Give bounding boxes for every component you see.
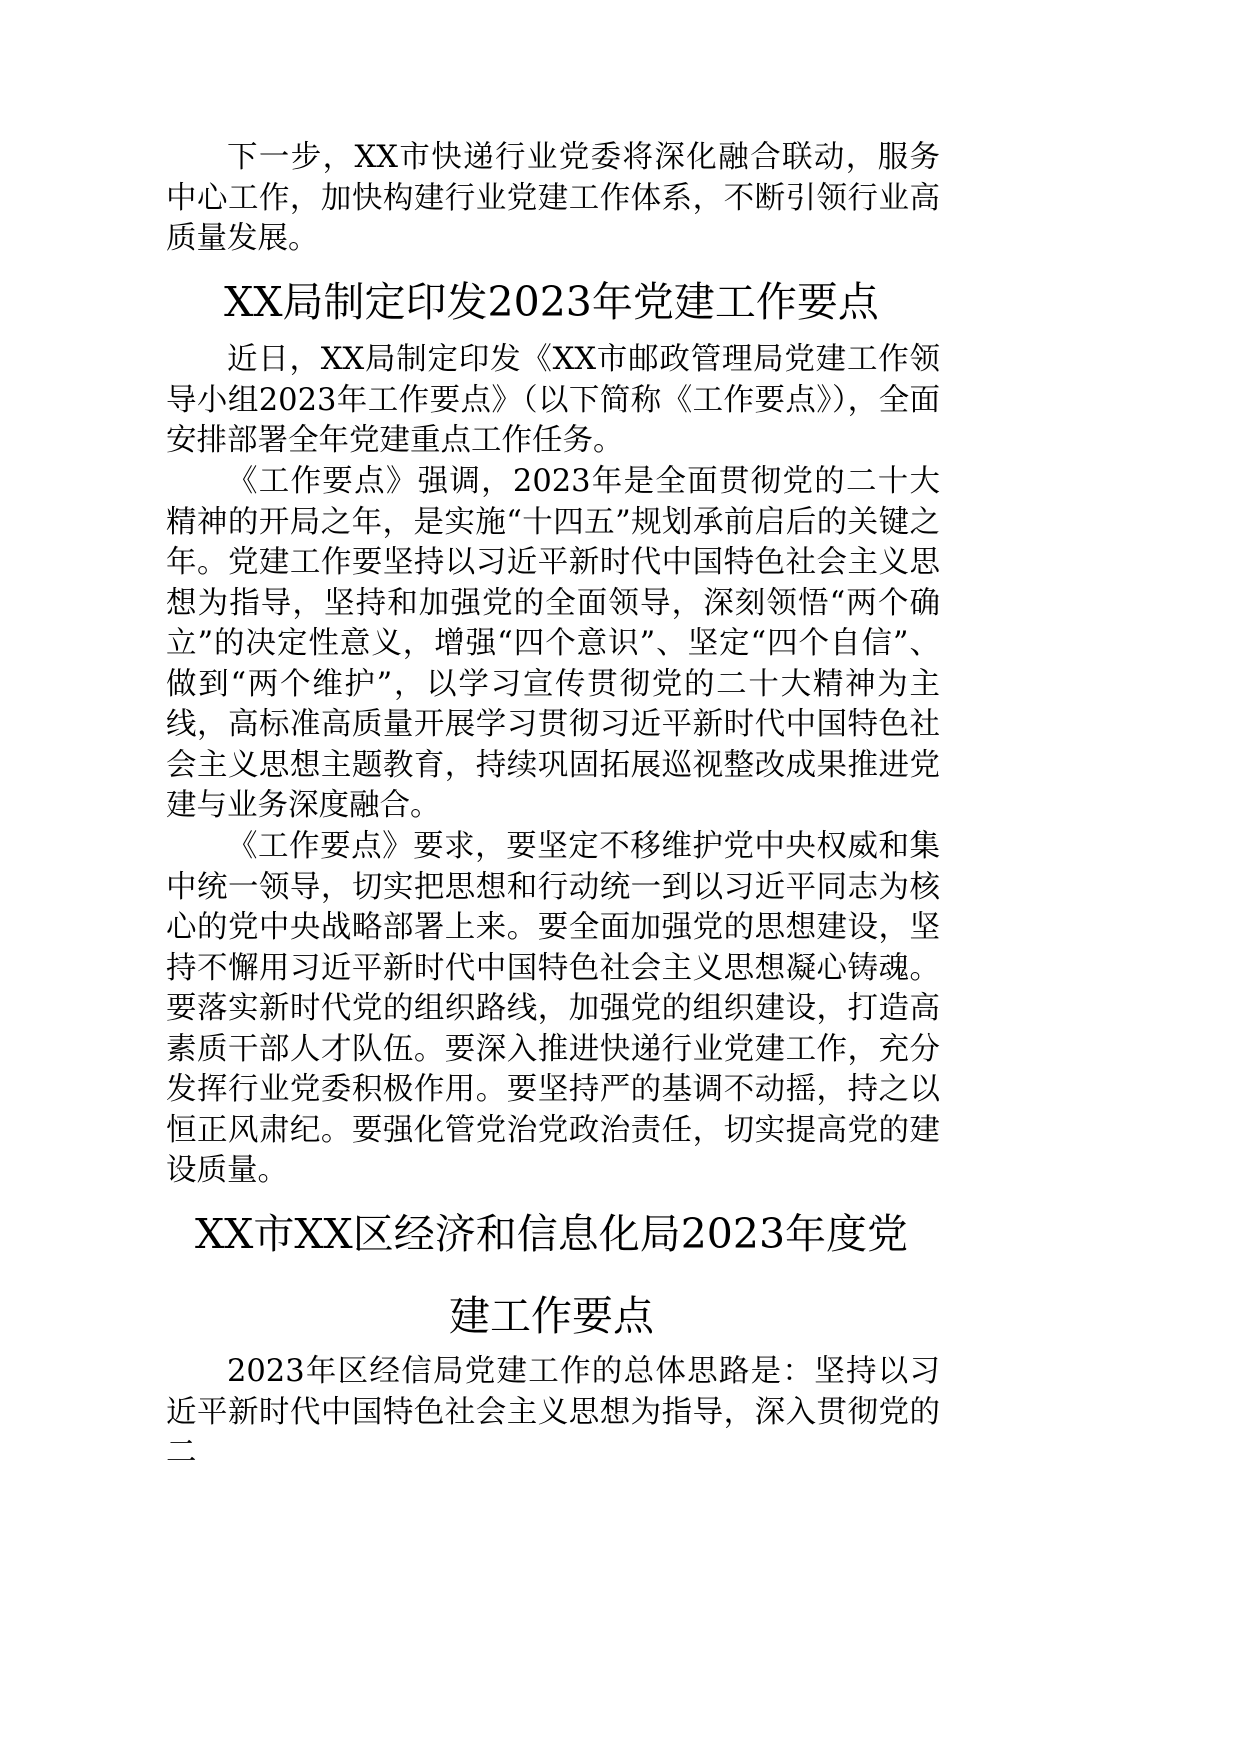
paragraph-key-points-emphasis: 《工作要点》强调，2023年是全面贯彻党的二十大精神的开局之年，是实施“十四五”规划承前启后的关键之年。党建工作要坚持以习近平新时代中国特色社会主义思想为指导，坚持和加强党的全面领导，深刻领悟“两个确立”的决定性意义，增强“四个意识”、坚定“四个自信”、做到“两个维护”，以学习宣传贯彻党的二十大精神为主线，高标准高质量开展学习贯彻习近平新时代中国特色社会主义思想主题教育，持续巩固拓展巡视整改成果推进党建与业务深度融合。 [166, 464, 940, 823]
section-heading-district-bureau-line2: 建工作要点 [449, 1292, 654, 1340]
section-heading-district-bureau-line1: XX市XX区经济和信息化局2023年度党 [194, 1210, 909, 1258]
paragraph-issuance-notice: 近日，XX局制定印发《XX市邮政管理局党建工作领导小组2023年工作要点》（以下简称《工作要点》），全面安排部署全年党建重点工作任务。 [166, 342, 940, 458]
section-heading-bureau-party-building: XX局制定印发2023年党建工作要点 [224, 278, 879, 326]
paragraph-next-steps: 下一步，XX市快递行业党委将深化融合联动，服务中心工作，加快构建行业党建工作体系，不断引领行业高质量发展。 [166, 140, 940, 256]
paragraph-overall-approach: 2023年区经信局党建工作的总体思路是：坚持以习近平新时代中国特色社会主义思想为指导，深入贯彻党的二 [166, 1354, 940, 1470]
paragraph-key-points-requirements: 《工作要点》要求，要坚定不移维护党中央权威和集中统一领导，切实把思想和行动统一到以习近平同志为核心的党中央战略部署上来。要全面加强党的思想建设，坚持不懈用习近平新时代中国特色社会主义思想凝心铸魂。要落实新时代党的组织路线，加强党的组织建设，打造高素质干部人才队伍。要深入推进快递行业党建工作，充分发挥行业党委积极作用。要坚持严的基调不动摇，持之以恒正风肃纪。要强化管党治党政治责任，切实提高党的建设质量。 [166, 829, 940, 1188]
